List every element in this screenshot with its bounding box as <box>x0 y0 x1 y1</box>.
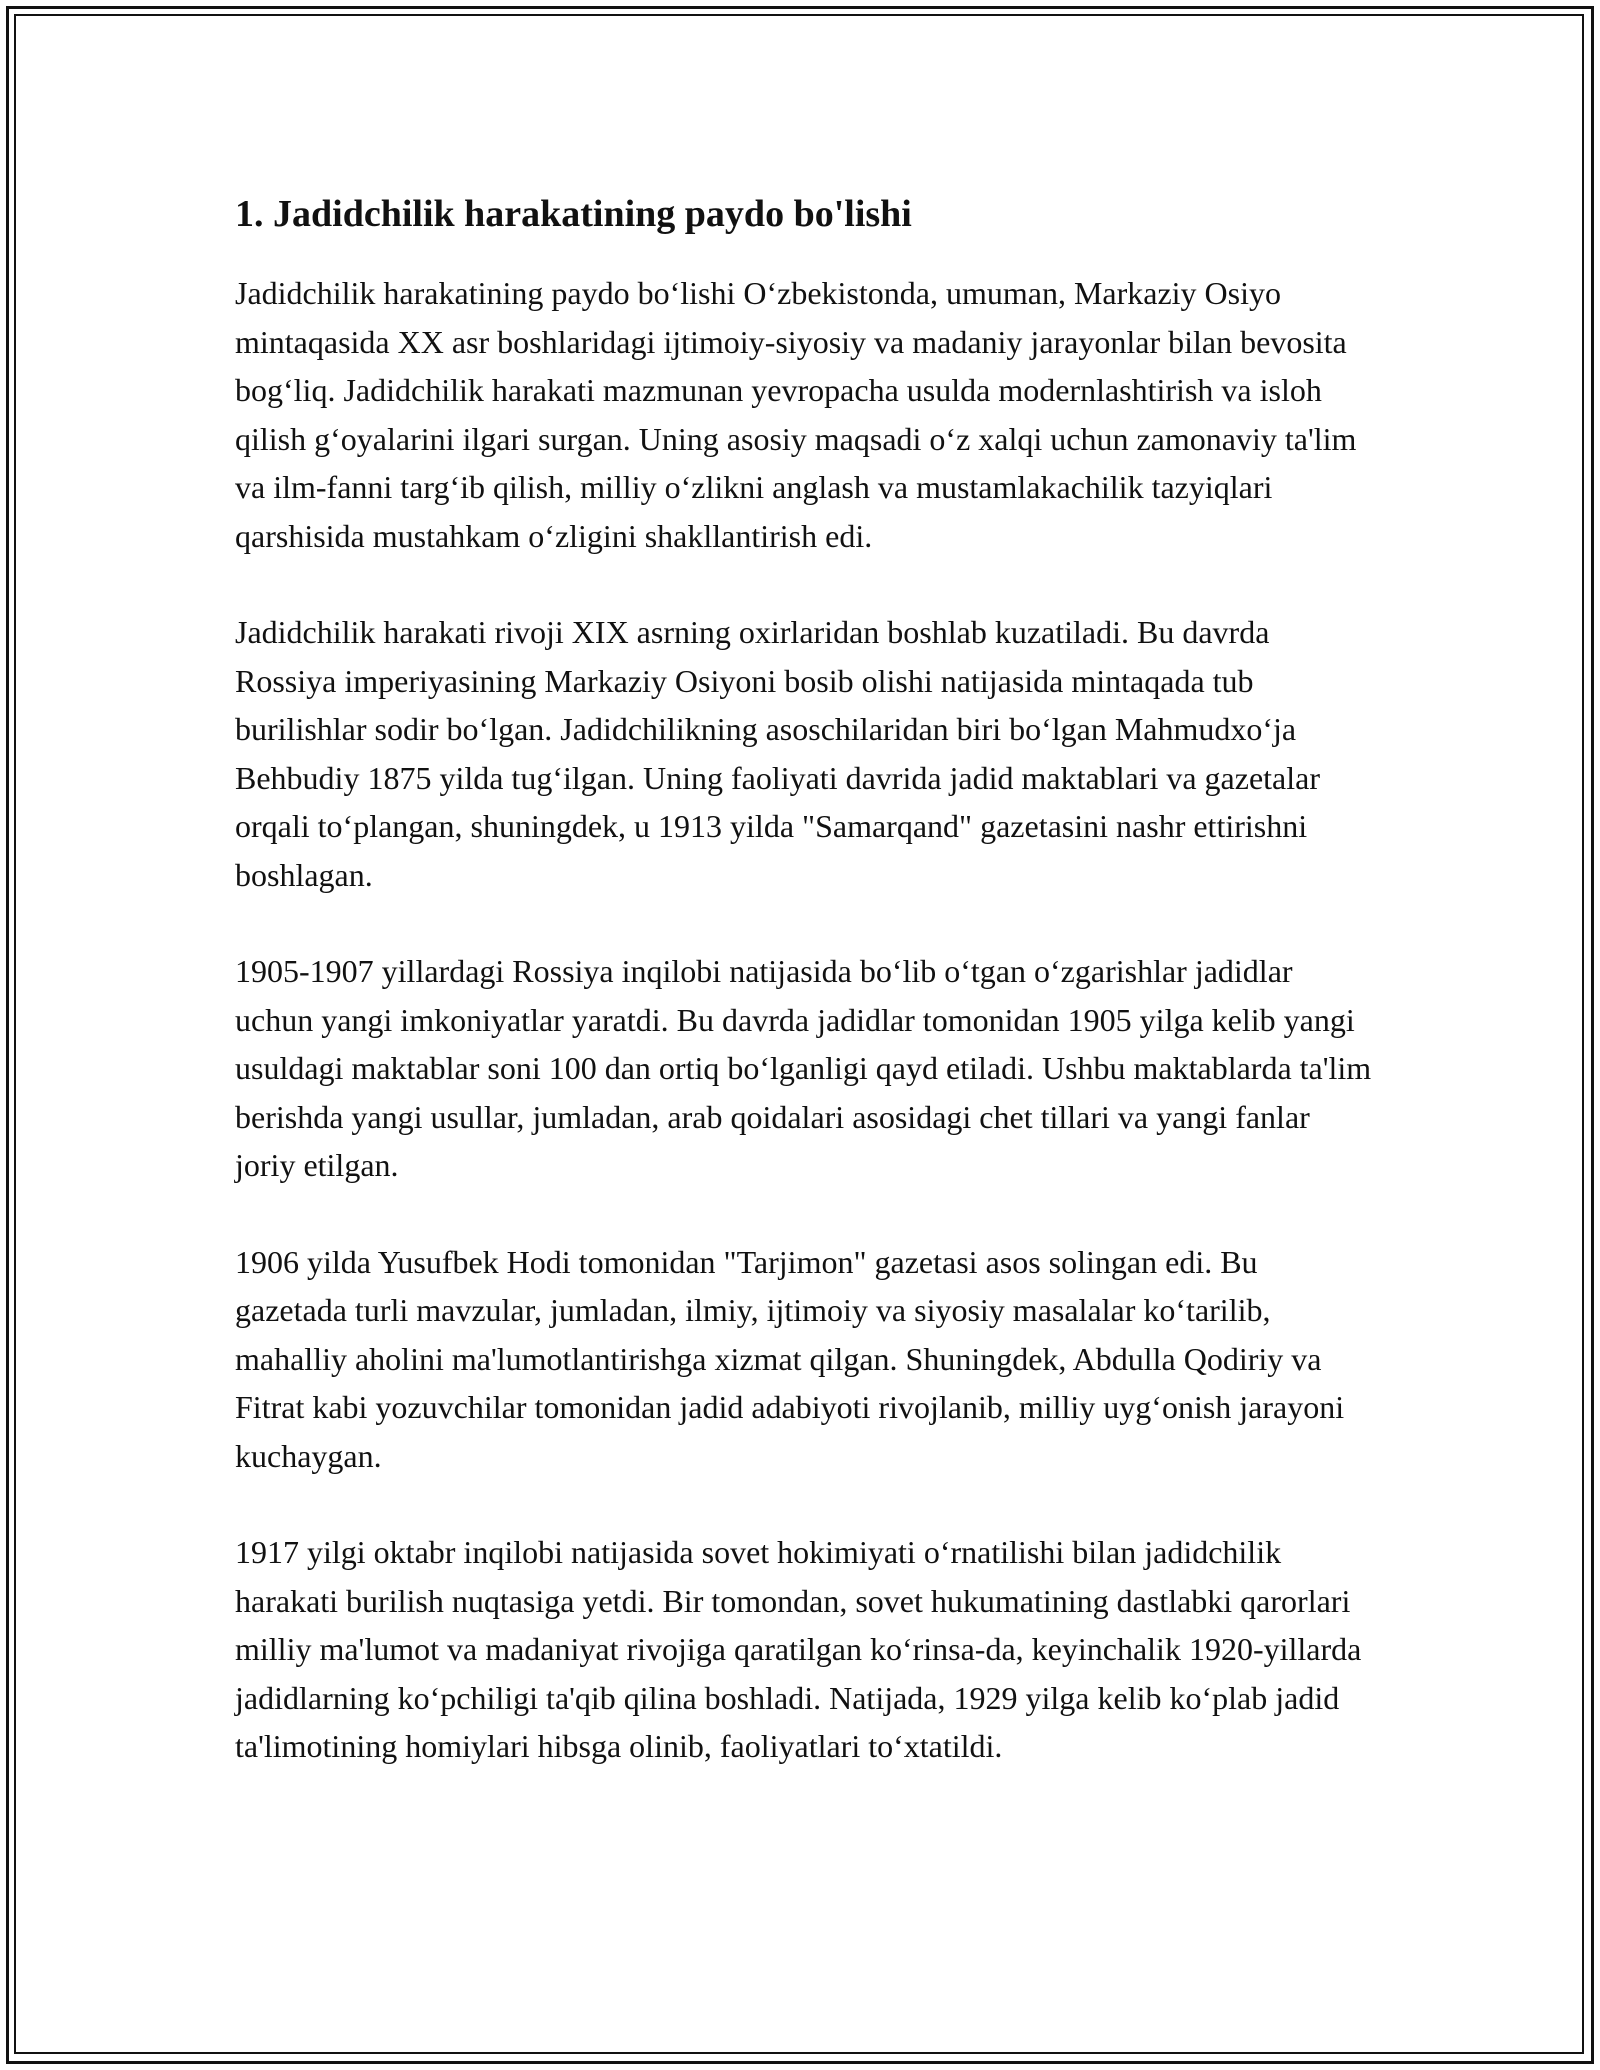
document-body <box>235 185 1375 1819</box>
paragraph-5: 1917 yilgi oktabr inqilobi natijasida sovet hokimiyati o‘rnatilishi bilan jadidchilik harakati burilish nuqtasiga yetdi. Bir tomondan, sovet hukumatining dastlabki qarorlari milliy ma'lumot va madaniyat rivojiga qaratilgan ko‘rinsa-da, keyinchalik 1920-yillarda jadidlarning ko‘pchiligi ta'qib qilina boshladi. Natijada, 1929 yilga kelib ko‘plab jadid ta'limotining homiylari hibsga olinib, faoliyatlari to‘xtatildi. <box>235 1534 1362 1764</box>
paragraph-3: 1905-1907 yillardagi Rossiya inqilobi natijasida bo‘lib o‘tgan o‘zgarishlar jadidlar uchun yangi imkoniyatlar yaratdi. Bu davrda jadidlar tomonidan 1905 yilga kelib yangi usuldagi maktablar soni 100 dan ortiq bo‘lganligi qayd etiladi. Ushbu maktablarda ta'lim berishda yangi usullar, jumladan, arab qoidalari asosidagi chet tillari va yangi fanlar joriy etilgan. <box>235 953 1372 1183</box>
paragraph-2: Jadidchilik harakati rivoji XIX asrning oxirlaridan boshlab kuzatiladi. Bu davrda Rossiya imperiyasining Markaziy Osiyoni bosib olishi natijasida mintaqada tub burilishlar sodir bo‘lgan. Jadidchilikning asoschilaridan biri bo‘lgan Mahmudxo‘ja Behbudiy 1875 yilda tug‘ilgan. Uning faoliyati davrida jadid maktablari va gazetalar orqali to‘plangan, shuningdek, u 1913 yilda "Samarqand" gazetasini nashr ettirishni boshlagan. <box>235 614 1320 893</box>
document-title: 1. Jadidchilik harakatining paydo bo'lishi <box>235 193 912 235</box>
paragraph-4: 1906 yilda Yusufbek Hodi tomonidan "Tarjimon" gazetasi asos solingan edi. Bu gazetada turli mavzular, jumladan, ilmiy, ijtimoiy va siyosiy masalalar ko‘tarilib, mahalliy aholini ma'lumotlantirishga xizmat qilgan. Shuningdek, Abdulla Qodiriy va Fitrat kabi yozuvchilar tomonidan jadid adabiyoti rivojlanib, milliy uyg‘onish jarayoni kuchaygan. <box>235 1243 1345 1474</box>
paragraph-1: Jadidchilik harakatining paydo bo‘lishi O‘zbekistonda, umuman, Markaziy Osiyo mintaqasida XX asr boshlaridagi ijtimoiy-siyosiy va madaniy jarayonlar bilan bevosita bog‘liq. Jadidchilik harakati mazmunan yevropacha usulda modernlashtirish va isloh qilish g‘oyalarini ilgari surgan. Uning asosiy maqsadi o‘z xalqi uchun zamonaviy ta'lim va ilm-fanni targ‘ib qilish, milliy o‘zlikni anglash va mustamlakachilik tazyiqlari qarshisida mustahkam o‘zligini shakllantirish edi. <box>235 275 1357 554</box>
